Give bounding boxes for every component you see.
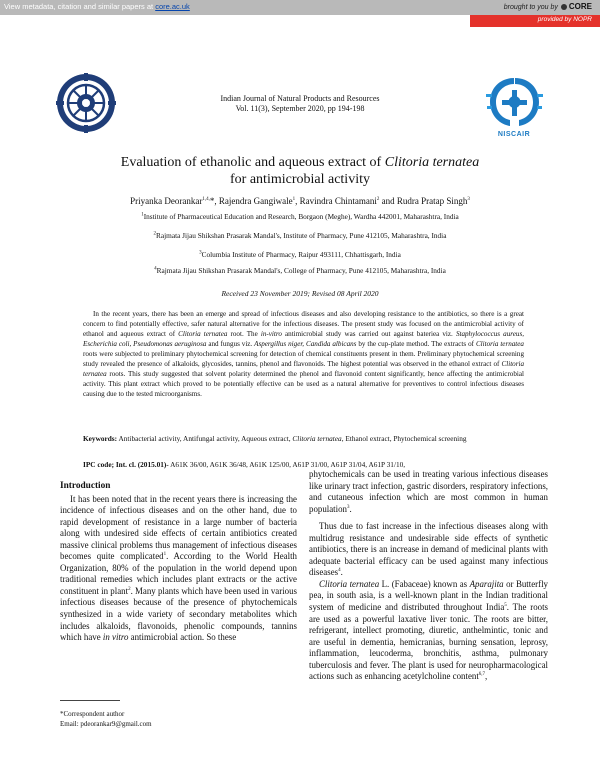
article-title: [60, 154, 540, 188]
abstract-italic: Staphylococcus aureus, Escherichia coli, Pseudomonas aeruginosa: [83, 330, 525, 348]
body-text: phytochemicals can be used in treating various infectious diseases like urinary tract infection, gastric disorders, respiratory infections, and cutaneous infection which are most common in human population: [309, 469, 548, 514]
body-text: . According to the World Health Organization, 80% of the population in the world depend upon traditional remedies which includes plant extracts or the active constituent in plant: [60, 551, 297, 596]
niscair-label: NISCAIR: [497, 131, 531, 138]
intro-heading: Introduction: [60, 481, 111, 491]
citation: 5: [504, 603, 507, 609]
citation: 3: [346, 504, 350, 510]
affiliation-4: [50, 266, 550, 275]
footnote-rule: [60, 700, 120, 701]
citation: 6,7: [478, 672, 486, 678]
author-sup: 1: [292, 197, 296, 202]
correspondent-note: *Correspondent author: [60, 710, 125, 718]
author: Rudra Pratap Singh: [396, 196, 468, 206]
core-banner-text: [4, 2, 190, 11]
abstract-italic: in-vitro: [260, 330, 282, 338]
title-line2: for antimicrobial activity: [230, 172, 370, 187]
banner-prefix: View metadata, citation and similar papers at: [4, 2, 156, 11]
abstract: [83, 309, 524, 399]
citation: 2: [128, 586, 131, 592]
journal-info: [150, 94, 450, 114]
author-sep: ,: [214, 196, 219, 206]
affiliation-3: [50, 250, 550, 259]
body-paragraph: [309, 469, 548, 515]
journal-issue: Vol. 11(3), September 2020, pp 194-198: [235, 104, 365, 113]
received-dates: Received 23 November 2019; Revised 08 April 2020: [221, 289, 379, 298]
author-sep: and: [379, 196, 397, 206]
body-text: It has been noted that in the recent years there is increasing the incidence of infectious diseases and on the other hand, due to rapid development of resistance in a large number of bacteria along with undesired side effects of certain antibiotics created massive clinical problems thus management of infectious diseases becomes quite complicated: [60, 493, 297, 562]
brought-by-text: brought to you by: [503, 4, 558, 11]
keywords-italic: Clitoria ternatea: [292, 434, 342, 443]
abstract-italic: Clitoria ternatea: [178, 330, 228, 338]
title-line1: Evaluation of ethanolic and aqueous extract of: [120, 155, 385, 170]
author-sup: 3: [467, 197, 470, 202]
body-left-column: [60, 481, 297, 644]
author-sup: 2: [376, 197, 380, 202]
body-right-column: [309, 469, 548, 683]
author: Ravindra Chintamani: [299, 196, 377, 206]
abstract-italic: Clitoria ternatea: [475, 340, 524, 348]
title-species: Clitoria ternatea: [384, 155, 480, 170]
abstract-text: roots. This study suggested that solvent polarity determined the phenol and flavonoid content significantly, hence affecting the antimicrobial activity. This plant extract which proved to be potentially effective can be used as a natural alternative for preventives to control infectious diseases causing due to the tested microorganisms.: [83, 370, 524, 398]
author-sep: ,: [295, 196, 300, 206]
provided-by[interactable]: provided by NOPR: [537, 16, 592, 23]
niscair-emblem-icon: [482, 72, 547, 134]
abstract-text: by the cup-plate method. The extracts of: [356, 340, 476, 348]
citation: 1: [163, 552, 167, 558]
body-text: antimicrobial action. So these: [128, 632, 237, 643]
abstract-italic: Aspergillus niger, Candida albicans: [254, 340, 357, 348]
abstract-text: In the recent years, there has been an emerge and spread of infectious diseases and also developing resistance to the antibiotics, so there is a great concern to find potentially effective, safer natural alternative for the infectious diseases. The present study was focused on the antimicrobial activity of ethanol and aqueous extract of: [83, 310, 524, 338]
body-italic: Aparajita: [469, 578, 504, 589]
affil-text: Rajmata Jijau Shikshan Prasarak Mandal's, College of Pharmacy, Pune 412105, Maharashtra, India: [156, 266, 446, 275]
affil-text: Institute of Pharmaceutical Education and Research, Borgaon (Meghe), Wardha 442001, Maharashtra, India: [143, 212, 459, 221]
affiliation-1: [50, 212, 550, 221]
body-italic: in vitro: [102, 632, 129, 643]
abstract-italic: Clitoria ternatea: [83, 360, 524, 378]
abstract-paragraph: [83, 309, 524, 399]
core-brand[interactable]: CORE: [568, 2, 592, 11]
author-list: [60, 196, 540, 206]
correspondent-email: Email: pdeorankar9@gmail.com: [60, 720, 152, 728]
author-star: *: [209, 196, 215, 206]
affil-sup: 4: [154, 266, 157, 272]
body-italic: Clitoria ternatea: [319, 578, 380, 589]
body-paragraph: [309, 579, 548, 683]
body-text: .: [340, 567, 343, 578]
author: Rajendra Gangiwale: [218, 196, 293, 206]
body-paragraph: [60, 494, 297, 644]
keywords: [83, 434, 524, 444]
body-text: .: [349, 503, 352, 514]
body-text: . Many plants which have been used in various infectious diseases because of the presence of phytochemicals synthesized in a wide variety of secondary metabolites which includes alkaloids, flavonoids, phenolic compounds, tannins which have: [60, 585, 297, 643]
affil-sup: 2: [153, 231, 157, 237]
citation: 4: [338, 568, 341, 574]
affil-text: Rajmata Jijau Shikshan Prasarak Mandal's, Institute of Pharmacy, Pune 412105, Maharashtra, India: [156, 231, 447, 240]
affil-text: Columbia Institute of Pharmacy, Raipur 493111, Chhattisgarh, India: [201, 250, 401, 259]
keywords-text: Antibacterial activity, Antifungal activity, Aqueous extract,: [117, 434, 293, 443]
abstract-text: and fungus viz.: [206, 340, 255, 348]
body-text: ,: [485, 671, 488, 682]
body-text: . The roots are used as a powerful laxative liver tonic. The roots are bitter, refrigerant, intellect promoting, diuretic, anthelmintic, tonic and are useful in dementia, hemicranias, burning sensation, leprosy, inflammation, leucoderma, bronchitis, asthma, pulmonary tuberculosis and fever. The plant is used for neuropharmacological actions such as enhancing acetylcholine content: [309, 602, 548, 682]
ipc-values: A61K 36/00, A61K 36/48, A61K 125/00, A61P 31/00, A61P 31/04, A61P 31/10,: [168, 460, 406, 469]
core-logo-icon: [561, 4, 567, 10]
body-text: or Butterfly pea, in south asia, is a well-known plant in the Indian traditional system of medicine and distributed throughout India: [309, 578, 548, 613]
csir-emblem-icon: [55, 72, 117, 134]
ipc-label: IPC code; Int. cl. (2015.01)-: [83, 460, 169, 469]
body-text: L. (Fabaceae) known as: [379, 578, 470, 589]
author-sup: 1,4,: [202, 197, 210, 202]
affil-sup: 3: [199, 250, 202, 256]
author: Priyanka Deorankar: [130, 196, 203, 206]
abstract-text: root. The: [227, 330, 261, 338]
abstract-text: roots were subjected to preliminary phytochemical screening for detection of chemical constituents present in them. Preliminary phytochemical screening study revealed the presence of alkaloids, glycosides, tannins, phenol and flavonoids. The highest potential was observed in the ethanol extract of: [83, 350, 524, 368]
affiliation-2: [50, 231, 550, 240]
core-link[interactable]: core.ac.uk: [155, 2, 190, 11]
abstract-text: antimicrobial study was carried out against bateriea viz.: [281, 330, 456, 338]
keywords-label: Keywords:: [83, 434, 118, 443]
journal-name: Indian Journal of Natural Products and Resources: [220, 94, 380, 103]
keywords-text: , Ethanol extract, Phytochemical screening: [341, 434, 467, 443]
brought-by: [504, 2, 592, 11]
body-paragraph: [309, 521, 548, 579]
body-text: Thus due to fast increase in the infectious diseases along with multidrug resistance and undesirable side effects of synthetic antibiotics, there is an increase in demand of medicinal plants with adequate bacterial efficacy can be used against many infectious diseases: [309, 521, 548, 578]
affil-sup: 1: [141, 212, 144, 218]
